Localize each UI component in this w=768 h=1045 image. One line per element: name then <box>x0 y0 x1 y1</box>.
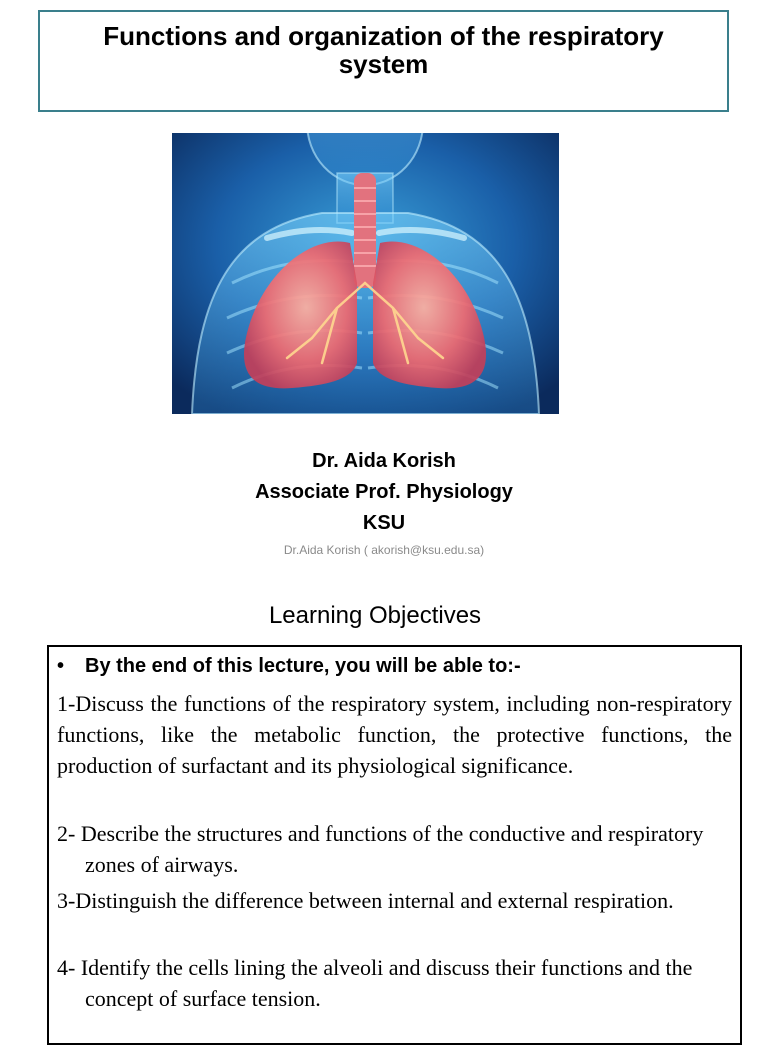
objective-item: 4- Identify the cells lining the alveoli and discuss their functions and the concept of surface tension. <box>57 955 693 1011</box>
learning-objectives-box <box>47 645 742 1045</box>
lungs-illustration-icon <box>172 133 559 414</box>
objective-item: 2- Describe the structures and functions of the conductive and respiratory zones of airways. <box>57 821 704 877</box>
lungs-xray-image <box>172 133 559 414</box>
bullet-icon: • <box>57 655 65 677</box>
objectives-intro <box>57 655 521 678</box>
learning-objectives-heading: Learning Objectives <box>268 602 482 629</box>
objective-item: 1-Discuss the functions of the respiratory system, including non-respiratory functions, like the metabolic function, the protective functions, the production of surfactant and its physiological significance. <box>57 691 732 778</box>
title-box <box>38 10 729 112</box>
credit-line: Dr.Aida Korish ( akorish@ksu.edu.sa) <box>283 543 485 557</box>
author-name: Dr. Aida Korish <box>312 450 456 472</box>
author-position: Associate Prof. Physiology <box>255 481 513 503</box>
objective-item: 3-Distinguish the difference between internal and external respiration. <box>57 888 674 913</box>
objectives-intro-text: By the end of this lecture, you will be able to:- <box>85 655 521 677</box>
page-title: Functions and organization of the respiratory system <box>103 21 664 79</box>
author-institution: KSU <box>362 512 406 534</box>
